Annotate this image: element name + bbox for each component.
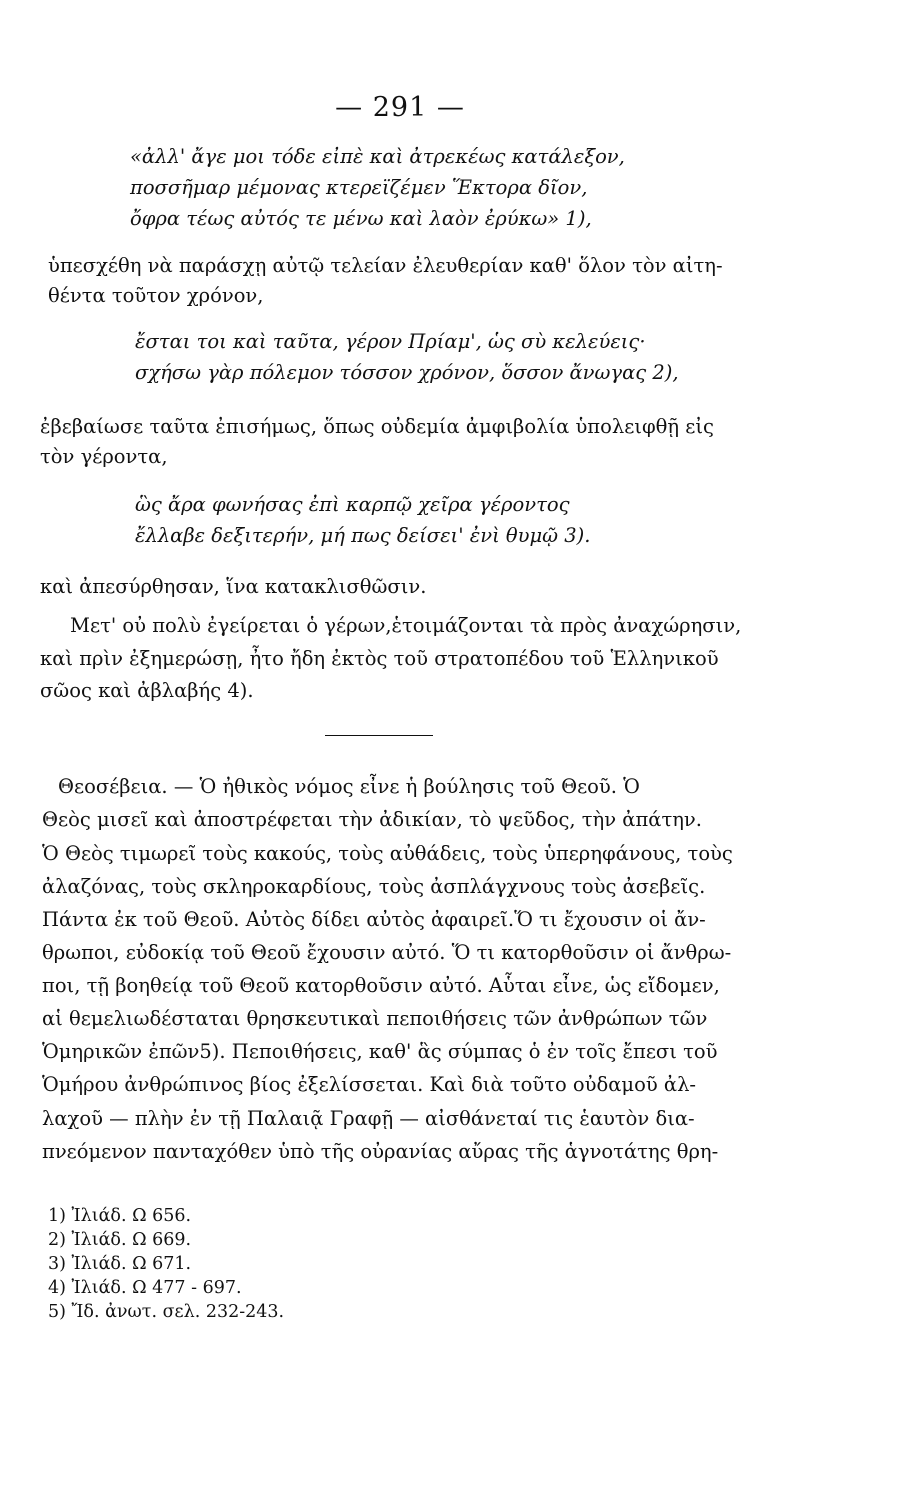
- prose-line: σῶος καὶ ἀβλαβής 4).: [40, 679, 254, 702]
- verse-line: ποσσῆμαρ μέμονας κτερεϊζέμεν Ἕκτορα δῖον,: [130, 176, 588, 199]
- footnote: 3) Ἰλιάδ. Ω 671.: [48, 1254, 192, 1274]
- section-line: Πάντα ἐκ τοῦ Θεοῦ. Αὐτὸς δίδει αὐτὸς ἀφαιρεῖ.Ὅ τι ἔχουσιν οἱ ἄν-: [42, 908, 706, 931]
- prose-line: τὸν γέροντα,: [40, 445, 168, 468]
- section-line: πνεόμενον πανταχόθεν ὑπὸ τῆς οὐρανίας αὔρας τῆς ἁγνοτάτης θρη-: [42, 1140, 719, 1163]
- prose-line: καὶ ἀπεσύρθησαν, ἵνα κατακλισθῶσιν.: [40, 575, 427, 598]
- section-line: ποι, τῇ βοηθείᾳ τοῦ Θεοῦ κατορθοῦσιν αὐτό. Αὗται εἶνε, ὡς εἴδομεν,: [42, 974, 720, 997]
- prose-line: θέντα τοῦτον χρόνον,: [48, 284, 264, 307]
- section-line: αἱ θεμελιωδέσταται θρησκευτικαὶ πεποιθήσεις τῶν ἀνθρώπων τῶν: [42, 1007, 708, 1030]
- section-line: ἀλαζόνας, τοὺς σκληροκαρδίους, τοὺς ἀσπλάγχνους τοὺς ἀσεβεῖς.: [42, 875, 706, 898]
- verse-line: ὣς ἄρα φωνήσας ἐπὶ καρπῷ χεῖρα γέροντος: [135, 493, 570, 516]
- section-line: Ὁ Θεὸς τιμωρεῖ τοὺς κακούς, τοὺς αὐθάδεις, τοὺς ὑπερηφάνους, τοὺς: [42, 842, 733, 865]
- verse-line: σχήσω γὰρ πόλεμον τόσσον χρόνον, ὅσσον ἄνωγας 2),: [135, 361, 679, 384]
- footnote: 4) Ἰλιάδ. Ω 477 - 697.: [48, 1278, 242, 1298]
- section-line: Ὁμήρου ἀνθρώπινος βίος ἐξελίσσεται. Καὶ διὰ τοῦτο οὐδαμοῦ ἀλ-: [42, 1073, 697, 1096]
- footnote: 5) Ἴδ. ἀνωτ. σελ. 232-243.: [48, 1302, 285, 1322]
- footnote: 1) Ἰλιάδ. Ω 656.: [48, 1206, 192, 1226]
- section-line: λαχοῦ — πλὴν ἐν τῇ Παλαιᾷ Γραφῇ — αἰσθάνεταί τις ἑαυτὸν δια-: [42, 1107, 695, 1130]
- prose-line: ἐβεβαίωσε ταῦτα ἐπισήμως, ὅπως οὐδεμία ἀμφιβολία ὑπολειφθῇ εἰς: [40, 415, 714, 438]
- prose-line: ὑπεσχέθη νὰ παράσχῃ αὐτῷ τελείαν ἐλευθερίαν καθ' ὅλον τὸν αἰτη-: [48, 254, 723, 277]
- verse-line: ὄφρα τέως αὐτός τε μένω καὶ λαὸν ἐρύκω» 1),: [130, 207, 592, 230]
- section-line: Ὁμηρικῶν ἐπῶν5). Πεποιθήσεις, καθ' ἃς σύμπας ὁ ἐν τοῖς ἔπεσι τοῦ: [42, 1040, 718, 1063]
- section-line: Θεοσέβεια. — Ὁ ἠθικὸς νόμος εἶνε ἡ βούλησις τοῦ Θεοῦ. Ὁ: [58, 775, 640, 798]
- section-line: θρωποι, εὐδοκίᾳ τοῦ Θεοῦ ἔχουσιν αὐτό. Ὅ τι κατορθοῦσιν οἱ ἄνθρω-: [42, 941, 732, 964]
- page-number: — 291 —: [335, 92, 465, 123]
- verse-line: «ἀλλ' ἄγε μοι τόδε εἰπὲ καὶ ἀτρεκέως κατάλεξον,: [130, 145, 625, 168]
- prose-line: καὶ πρὶν ἐξημερώσῃ, ἦτο ἤδη ἐκτὸς τοῦ στρατοπέδου τοῦ Ἑλληνικοῦ: [40, 647, 719, 670]
- verse-line: ἔλλαβε δεξιτερήν, μή πως δείσει' ἐνὶ θυμῷ 3).: [135, 524, 591, 547]
- verse-line: ἔσται τοι καὶ ταῦτα, γέρον Πρίαμ', ὡς σὺ κελεύεις·: [135, 330, 646, 353]
- section-divider: [325, 735, 433, 736]
- footnote: 2) Ἰλιάδ. Ω 669.: [48, 1230, 192, 1250]
- prose-line: Μετ' οὐ πολὺ ἐγείρεται ὁ γέρων,ἑτοιμάζονται τὰ πρὸς ἀναχώρησιν,: [70, 614, 742, 637]
- section-line: Θεὸς μισεῖ καὶ ἀποστρέφεται τὴν ἀδικίαν, τὸ ψεῦδος, τὴν ἀπάτην.: [42, 808, 702, 831]
